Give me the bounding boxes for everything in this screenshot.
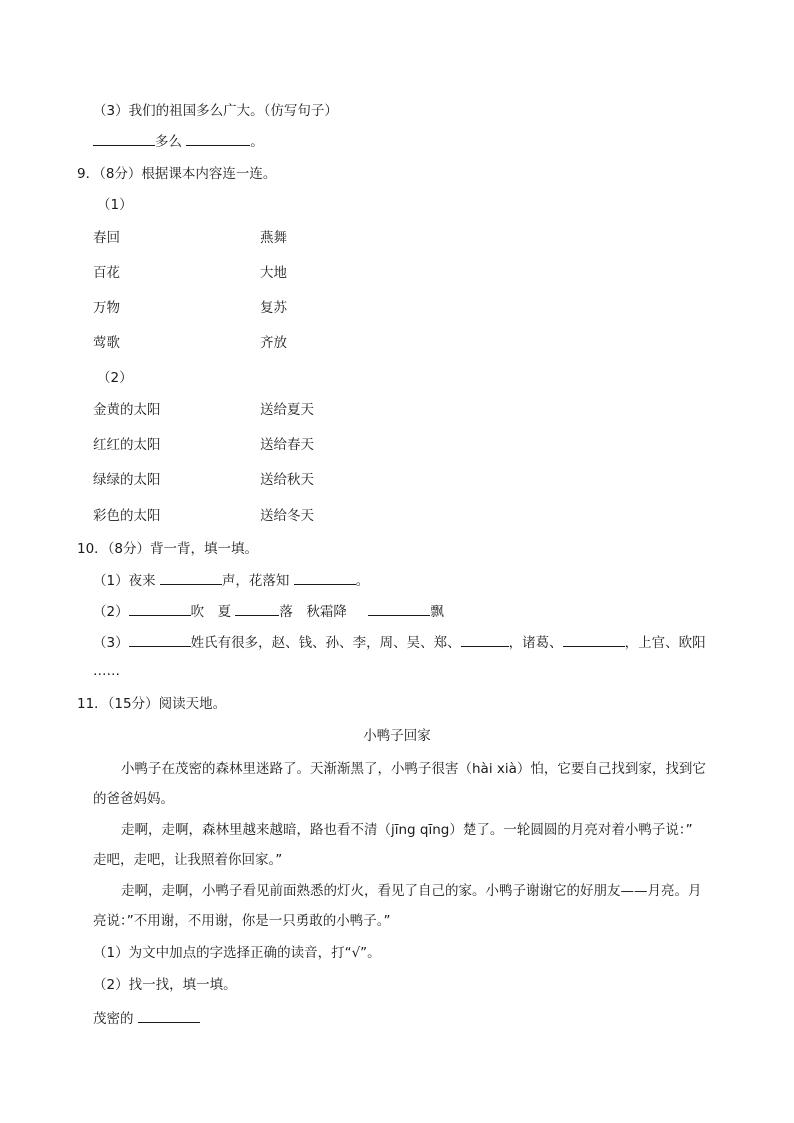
q9-p2-right-3[interactable]: 送给秋天 bbox=[260, 472, 314, 488]
q8-3-fill-line bbox=[93, 131, 264, 152]
passage-p1-line-1: 小鸭子在茂密的森林里迷路了。天渐渐黑了，小鸭子很害（hài xià）怕，它要自己找到家，找到它 bbox=[121, 761, 706, 777]
q9-p2-right-1[interactable]: 送给夏天 bbox=[260, 402, 314, 418]
q10-line-1 bbox=[93, 570, 369, 591]
q9-part1-label: （1） bbox=[97, 197, 133, 213]
q11-sub-2: （2）找一找，填一填。 bbox=[93, 977, 237, 993]
answer-blank[interactable] bbox=[563, 632, 625, 647]
text: 落 秋霜降 bbox=[279, 604, 347, 620]
q9-p1-left-4[interactable]: 莺歌 bbox=[93, 335, 120, 351]
q9-p2-left-1[interactable]: 金黄的太阳 bbox=[93, 402, 161, 418]
passage-p3-line-1: 走啊，走啊，小鸭子看见前面熟悉的灯火，看见了自己的家。小鸭子谢谢它的好朋友——月亮。月 bbox=[121, 883, 702, 899]
q9-p2-left-4[interactable]: 彩色的太阳 bbox=[93, 508, 161, 524]
q9-p2-right-2[interactable]: 送给春天 bbox=[260, 437, 314, 453]
text: 声，花落知 bbox=[221, 573, 290, 589]
answer-blank[interactable] bbox=[294, 570, 356, 585]
answer-blank[interactable] bbox=[93, 131, 155, 146]
answer-blank[interactable] bbox=[235, 601, 279, 616]
q9-p1-left-2[interactable]: 百花 bbox=[93, 265, 120, 281]
q9-header: 9．（8分）根据课本内容连一连。 bbox=[77, 166, 277, 182]
text: 飘 bbox=[430, 604, 444, 620]
text: （2） bbox=[93, 604, 129, 620]
answer-blank[interactable] bbox=[129, 632, 191, 647]
passage-p2-line-1: 走啊，走啊，森林里越来越暗，路也看不清（jīng qīng）楚了。一轮圆圆的月亮对着小鸭子说：” bbox=[121, 822, 693, 838]
q11-header: 11．（15分）阅读天地。 bbox=[77, 696, 227, 712]
q11-sub-1: （1）为文中加点的字选择正确的读音，打“√”。 bbox=[93, 945, 381, 961]
q10-header: 10．（8分）背一背，填一填。 bbox=[77, 541, 259, 557]
q10-line-3-continued: …… bbox=[93, 663, 120, 679]
q9-part2-label: （2） bbox=[97, 370, 133, 386]
text: 姓氏有很多，赵、钱、孙、李，周、吴、郑、 bbox=[190, 635, 461, 651]
passage-p3-line-2: 亮说：”不用谢，不用谢，你是一只勇敢的小鸭子。” bbox=[93, 913, 391, 929]
q9-p2-left-3[interactable]: 绿绿的太阳 bbox=[93, 472, 161, 488]
text: （1）夜来 bbox=[93, 573, 156, 589]
q10-line-3 bbox=[93, 632, 706, 653]
q9-p1-right-3[interactable]: 复苏 bbox=[260, 300, 287, 316]
text: （3） bbox=[93, 635, 129, 651]
passage-p1-line-2: 的爸爸妈妈。 bbox=[93, 791, 174, 807]
answer-blank[interactable] bbox=[186, 131, 250, 146]
q9-p1-right-1[interactable]: 燕舞 bbox=[260, 230, 287, 246]
q9-p1-right-2[interactable]: 大地 bbox=[260, 265, 287, 281]
answer-blank[interactable] bbox=[368, 601, 430, 616]
q9-p1-right-4[interactable]: 齐放 bbox=[260, 335, 287, 351]
q9-p1-left-1[interactable]: 春回 bbox=[93, 230, 120, 246]
q9-p2-right-4[interactable]: 送给冬天 bbox=[260, 508, 314, 524]
q8-3-prompt: （3）我们的祖国多么广大。（仿写句子） bbox=[93, 103, 338, 119]
text: 。 bbox=[355, 573, 370, 589]
q9-p1-left-3[interactable]: 万物 bbox=[93, 300, 120, 316]
q11-fill-line bbox=[93, 1008, 200, 1029]
answer-blank[interactable] bbox=[160, 570, 222, 585]
passage-title: 小鸭子回家 bbox=[363, 728, 431, 744]
fill-word: 多么 bbox=[155, 134, 182, 150]
text: 吹 夏 bbox=[190, 604, 232, 620]
q9-p2-left-2[interactable]: 红红的太阳 bbox=[93, 437, 161, 453]
answer-blank[interactable] bbox=[461, 632, 509, 647]
answer-blank[interactable] bbox=[138, 1008, 200, 1023]
punct: 。 bbox=[250, 134, 264, 150]
text: ，诸葛、 bbox=[508, 635, 563, 651]
text: ，上官、欧阳 bbox=[624, 635, 706, 651]
answer-blank[interactable] bbox=[129, 601, 191, 616]
q10-line-2 bbox=[93, 601, 444, 622]
passage-p2-line-2: 走吧，走吧，让我照着你回家。” bbox=[93, 852, 283, 868]
text: 茂密的 bbox=[93, 1011, 134, 1027]
